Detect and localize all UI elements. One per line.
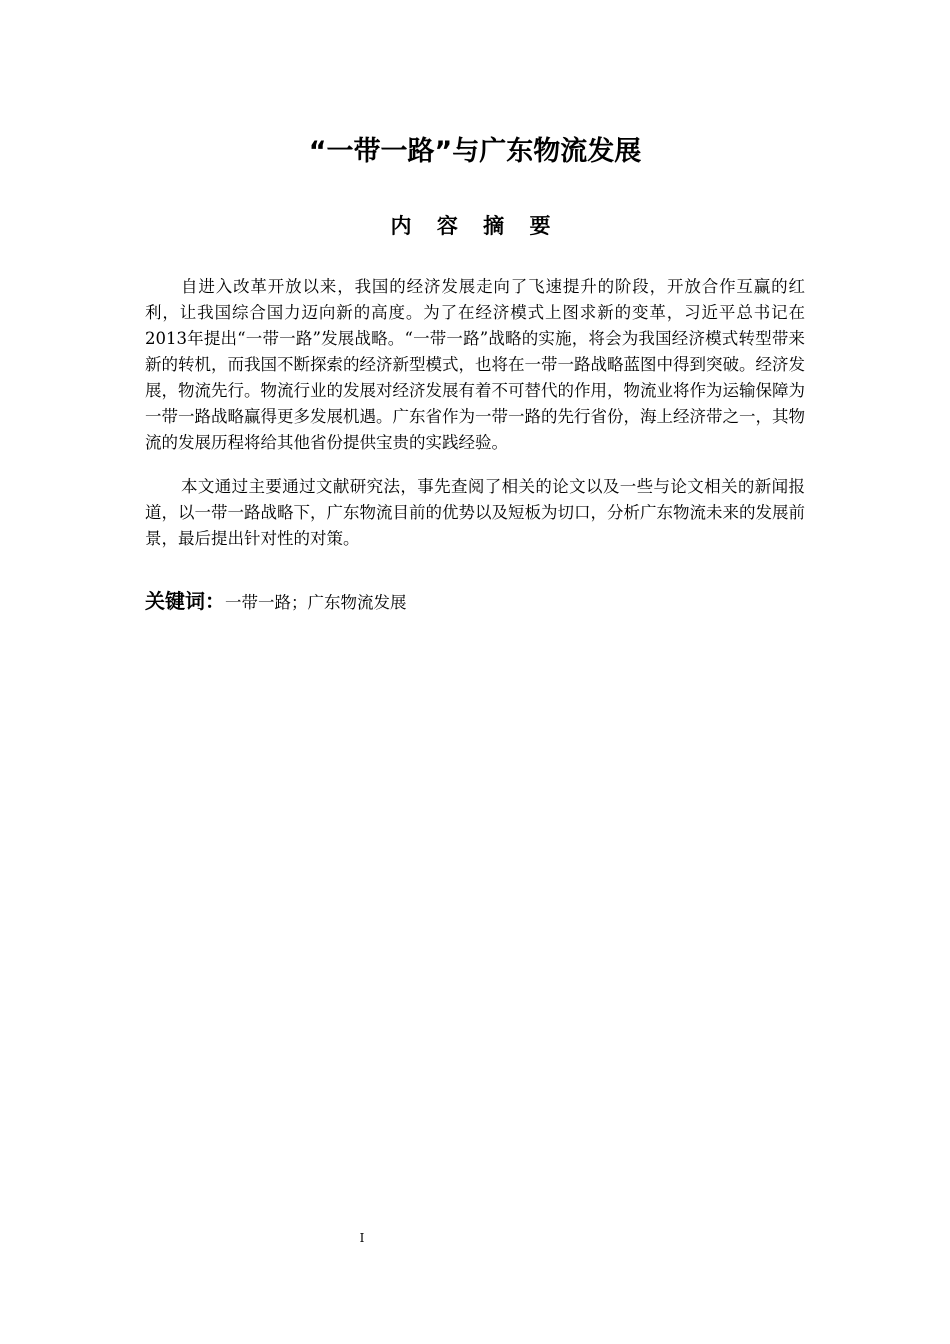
abstract-paragraph-2: 本文通过主要通过文献研究法，事先查阅了相关的论文以及一些与论文相关的新闻报道，以一带一路战略下，广东物流目前的优势以及短板为切口，分析广东物流未来的发展前景，最后提出针对性的对策。 [145, 477, 805, 548]
abstract-paragraph-1: 自进入改革开放以来，我国的经济发展走向了飞速提升的阶段，开放合作互赢的红利，让我国综合国力迈向新的高度。为了在经济模式上图求新的变革，习近平总书记在2013年提出“一带一路”发展战略。“一带一路”战略的实施，将会为我国经济模式转型带来新的转机，而我国不断探索的经济新型模式，也将在一带一路战略蓝图中得到突破。经济发展，物流先行。物流行业的发展对经济发展有着不可替代的作用，物流业将作为运输保障为一带一路战略赢得更多发展机遇。广东省作为一带一路的先行省份，海上经济带之一，其物流的发展历程将给其他省份提供宝贵的实践经验。 [145, 277, 805, 452]
keywords-value: 一带一路；广东物流发展 [225, 593, 407, 612]
keywords-line [145, 585, 805, 619]
abstract-heading: 内 容 摘 要 [390, 214, 560, 238]
document-title: “一带一路”与广东物流发展 [308, 136, 642, 167]
keywords-label: 关键词： [145, 589, 225, 613]
page-number: I [359, 1231, 365, 1245]
